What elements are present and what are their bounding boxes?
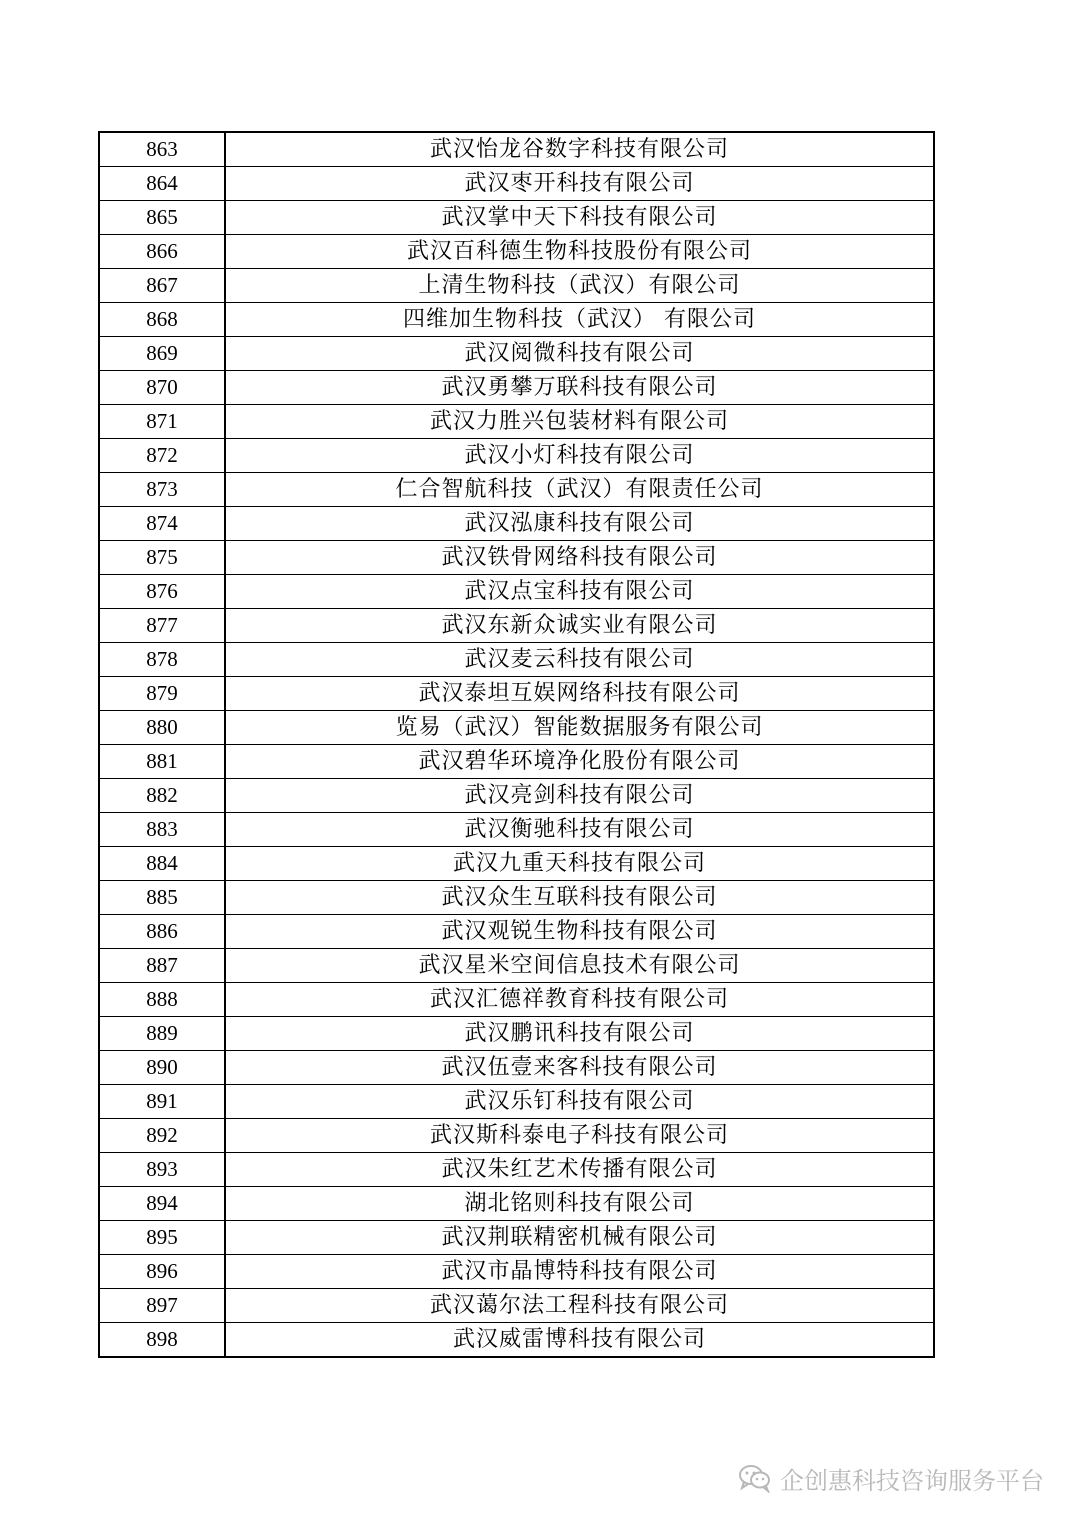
row-number: 868 [99, 303, 225, 337]
table-row [99, 609, 934, 643]
table-row [99, 813, 934, 847]
wechat-icon [738, 1463, 772, 1493]
company-name: 武汉力胜兴包装材料有限公司 [225, 405, 934, 439]
row-number: 879 [99, 677, 225, 711]
row-number: 888 [99, 983, 225, 1017]
row-number: 872 [99, 439, 225, 473]
table-row [99, 235, 934, 269]
row-number: 867 [99, 269, 225, 303]
row-number: 890 [99, 1051, 225, 1085]
company-name: 武汉阅微科技有限公司 [225, 337, 934, 371]
table-row [99, 167, 934, 201]
company-name: 武汉汇德祥教育科技有限公司 [225, 983, 934, 1017]
table-row [99, 915, 934, 949]
company-name: 武汉东新众诚实业有限公司 [225, 609, 934, 643]
company-name: 武汉众生互联科技有限公司 [225, 881, 934, 915]
company-name: 武汉伍壹来客科技有限公司 [225, 1051, 934, 1085]
company-name: 武汉鹏讯科技有限公司 [225, 1017, 934, 1051]
table-row [99, 1255, 934, 1289]
company-list-table [98, 131, 935, 1358]
company-name: 武汉泓康科技有限公司 [225, 507, 934, 541]
row-number: 885 [99, 881, 225, 915]
row-number: 882 [99, 779, 225, 813]
company-name: 武汉星米空间信息技术有限公司 [225, 949, 934, 983]
row-number: 875 [99, 541, 225, 575]
table-row [99, 439, 934, 473]
row-number: 877 [99, 609, 225, 643]
row-number: 878 [99, 643, 225, 677]
table-row [99, 269, 934, 303]
company-name: 武汉碧华环境净化股份有限公司 [225, 745, 934, 779]
table-row [99, 303, 934, 337]
row-number: 865 [99, 201, 225, 235]
row-number: 881 [99, 745, 225, 779]
row-number: 870 [99, 371, 225, 405]
company-name: 武汉小灯科技有限公司 [225, 439, 934, 473]
company-name: 武汉衡驰科技有限公司 [225, 813, 934, 847]
company-name: 武汉乐钉科技有限公司 [225, 1085, 934, 1119]
table-row [99, 711, 934, 745]
company-name: 武汉百科德生物科技股份有限公司 [225, 235, 934, 269]
company-name: 武汉麦云科技有限公司 [225, 643, 934, 677]
row-number: 896 [99, 1255, 225, 1289]
row-number: 895 [99, 1221, 225, 1255]
row-number: 876 [99, 575, 225, 609]
row-number: 880 [99, 711, 225, 745]
table-row [99, 779, 934, 813]
company-name: 武汉枣开科技有限公司 [225, 167, 934, 201]
row-number: 883 [99, 813, 225, 847]
table-row [99, 1017, 934, 1051]
row-number: 866 [99, 235, 225, 269]
row-number: 869 [99, 337, 225, 371]
table-row [99, 371, 934, 405]
row-number: 898 [99, 1323, 225, 1358]
company-name: 武汉泰坦互娱网络科技有限公司 [225, 677, 934, 711]
row-number: 891 [99, 1085, 225, 1119]
table-row [99, 1221, 934, 1255]
company-name: 武汉掌中天下科技有限公司 [225, 201, 934, 235]
company-name: 仁合智航科技（武汉）有限责任公司 [225, 473, 934, 507]
company-name: 武汉观锐生物科技有限公司 [225, 915, 934, 949]
watermark [738, 1458, 1044, 1498]
company-name: 武汉斯科泰电子科技有限公司 [225, 1119, 934, 1153]
company-name: 武汉亮剑科技有限公司 [225, 779, 934, 813]
table-row [99, 1323, 934, 1358]
table-row [99, 507, 934, 541]
table-row [99, 201, 934, 235]
table-row [99, 1051, 934, 1085]
table-row [99, 132, 934, 167]
row-number: 893 [99, 1153, 225, 1187]
table-row [99, 541, 934, 575]
table-row [99, 575, 934, 609]
row-number: 894 [99, 1187, 225, 1221]
company-name: 览易（武汉）智能数据服务有限公司 [225, 711, 934, 745]
row-number: 864 [99, 167, 225, 201]
company-name: 武汉勇攀万联科技有限公司 [225, 371, 934, 405]
row-number: 871 [99, 405, 225, 439]
company-name: 上清生物科技（武汉）有限公司 [225, 269, 934, 303]
table-row [99, 847, 934, 881]
row-number: 863 [99, 132, 225, 167]
table-row [99, 1119, 934, 1153]
company-name: 武汉荆联精密机械有限公司 [225, 1221, 934, 1255]
company-name: 武汉怡龙谷数字科技有限公司 [225, 132, 934, 167]
company-name: 武汉市晶博特科技有限公司 [225, 1255, 934, 1289]
table-row [99, 745, 934, 779]
row-number: 886 [99, 915, 225, 949]
table-row [99, 1187, 934, 1221]
watermark-text: 企创惠科技咨询服务平台 [780, 1466, 1044, 1495]
company-name: 武汉威雷博科技有限公司 [225, 1323, 934, 1358]
table-row [99, 983, 934, 1017]
row-number: 873 [99, 473, 225, 507]
table-row [99, 1289, 934, 1323]
table-row [99, 337, 934, 371]
table-row [99, 1085, 934, 1119]
company-name: 湖北铭则科技有限公司 [225, 1187, 934, 1221]
table-row [99, 949, 934, 983]
company-name: 武汉蔼尔法工程科技有限公司 [225, 1289, 934, 1323]
row-number: 887 [99, 949, 225, 983]
company-name: 武汉点宝科技有限公司 [225, 575, 934, 609]
company-name: 武汉铁骨网络科技有限公司 [225, 541, 934, 575]
table-row [99, 1153, 934, 1187]
table-row [99, 473, 934, 507]
row-number: 892 [99, 1119, 225, 1153]
company-name: 武汉九重天科技有限公司 [225, 847, 934, 881]
company-name: 四维加生物科技（武汉） 有限公司 [225, 303, 934, 337]
company-name: 武汉朱红艺术传播有限公司 [225, 1153, 934, 1187]
table-row [99, 677, 934, 711]
row-number: 889 [99, 1017, 225, 1051]
table-row [99, 643, 934, 677]
table-row [99, 405, 934, 439]
row-number: 874 [99, 507, 225, 541]
row-number: 897 [99, 1289, 225, 1323]
row-number: 884 [99, 847, 225, 881]
table-row [99, 881, 934, 915]
table-body [99, 132, 934, 1357]
